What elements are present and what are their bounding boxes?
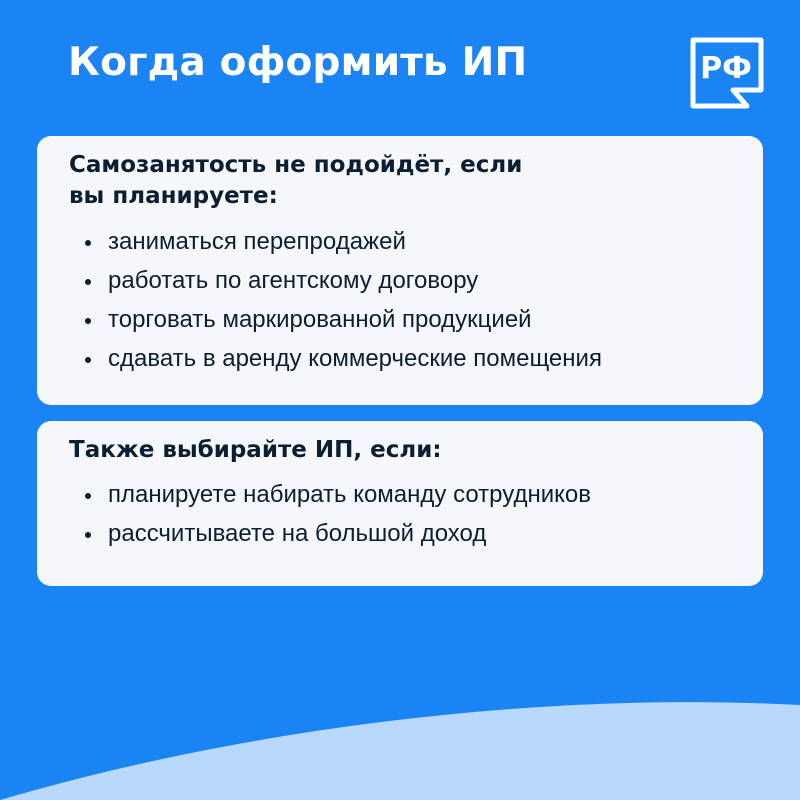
- restrictions-list: [85, 226, 602, 382]
- list-item: торговать маркированной продукцией: [85, 304, 602, 343]
- card-heading-line: вы планируете:: [69, 183, 278, 209]
- logo-text: РФ: [700, 51, 752, 86]
- card-heading: [69, 150, 522, 212]
- list-item: рассчитываете на большой доход: [85, 518, 591, 557]
- list-item: заниматься перепродажей: [85, 226, 602, 265]
- list-item: работать по агентскому договору: [85, 265, 602, 304]
- list-item: сдавать в аренду коммерческие помещения: [85, 343, 602, 382]
- reasons-card: [37, 421, 763, 586]
- restrictions-card: [37, 136, 763, 405]
- card-heading: [69, 435, 442, 466]
- card-heading-line: Самозанятость не подойдёт, если: [69, 152, 523, 178]
- speech-bubble-logo-icon: [689, 36, 765, 110]
- card-heading-line: Также выбирайте ИП, если:: [69, 437, 442, 463]
- background-bottom-arc: [0, 702, 800, 800]
- reasons-list: [85, 479, 591, 557]
- list-item: планируете набирать команду сотрудников: [85, 479, 591, 518]
- page-title: Когда оформить ИП: [68, 40, 528, 85]
